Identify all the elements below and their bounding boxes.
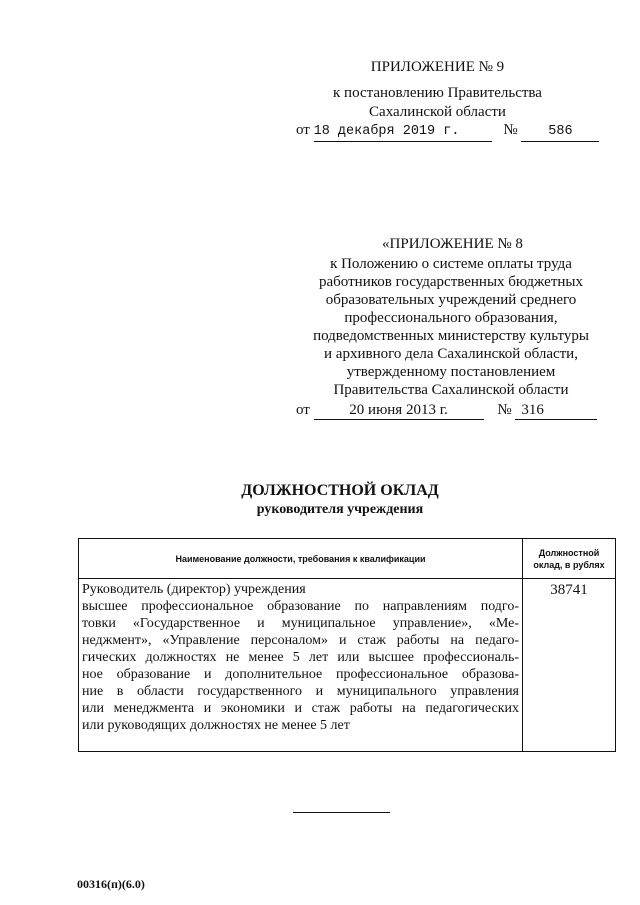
appendix8-line: Правительства Сахалинской области [333, 382, 569, 398]
appendix9-date: 18 декабря 2019 г. [314, 123, 492, 142]
number-label: № [497, 402, 512, 418]
appendix9-number: 586 [521, 123, 599, 142]
header-salary-line1: Должностной [538, 547, 600, 558]
appendix8-line: утвержденному постановлением [346, 364, 556, 380]
appendix8-line: к Положению о системе оплаты труда [330, 256, 572, 272]
appendix8-date: 20 июня 2013 г. [314, 401, 484, 420]
from-label: от [296, 402, 310, 418]
separator-line [293, 812, 390, 813]
appendix8-date-line [296, 401, 616, 420]
row-line: ное образование и дополнительное профессиональное образова- [82, 667, 519, 682]
appendix8-line: подведомственных министерству культуры [313, 328, 589, 344]
appendix8-number: 316 [515, 401, 597, 420]
header-position [79, 539, 523, 579]
position-requirements-cell [79, 579, 523, 752]
appendix8-title: «ПРИЛОЖЕНИЕ № 8 [382, 236, 523, 252]
appendix9-line2: Сахалинской области [369, 104, 506, 120]
table-header-row [79, 539, 616, 579]
appendix9-line1: к постановлению Правительства [333, 85, 542, 101]
salary-table [78, 538, 616, 752]
row-line: товки «Государственное и муниципальное управление», «Ме- [82, 616, 519, 631]
header-position-label: Наименование должности, требования к квалификации [175, 553, 426, 564]
appendix8-lines [296, 255, 606, 399]
row-line: неджмент», «Управление персоналом» и стаж работы на педаго- [82, 633, 519, 648]
appendix8-line: образовательных учреждений среднего [325, 292, 577, 308]
appendix9-title: ПРИЛОЖЕНИЕ № 9 [370, 59, 505, 75]
number-label: № [503, 122, 518, 138]
appendix8-line: работников государственных бюджетных [319, 274, 583, 290]
salary-value: 38741 [550, 582, 588, 598]
appendix8-line: и архивного дела Сахалинской области, [324, 346, 578, 362]
table-row [79, 579, 616, 752]
row-line: или руководящих должностях не менее 5 лет [82, 718, 350, 733]
row-line: ние в области государственного и муниципального управления [82, 684, 519, 699]
row-line: высшее профессиональное образование по направлениям подго- [82, 599, 519, 614]
footer-code: 00316(п)(6.0) [77, 877, 145, 891]
page-subtitle: руководителя учреждения [256, 502, 424, 517]
header-salary-line2: оклад, в рублях [533, 559, 605, 570]
row-line: Руководитель (директор) учреждения [82, 582, 306, 597]
from-label: от [296, 122, 310, 138]
row-line: гических должностях не менее 5 лет или высшее профессиональ- [82, 650, 519, 665]
header-salary [523, 539, 616, 579]
salary-cell [523, 579, 616, 752]
appendix8-line: профессионального образования, [344, 310, 558, 326]
row-line: или менеджмента и экономики и стаж работы на педагогических [82, 701, 519, 716]
page-title: ДОЛЖНОСТНОЙ ОКЛАД [241, 482, 439, 499]
appendix9-date-line [296, 121, 616, 142]
